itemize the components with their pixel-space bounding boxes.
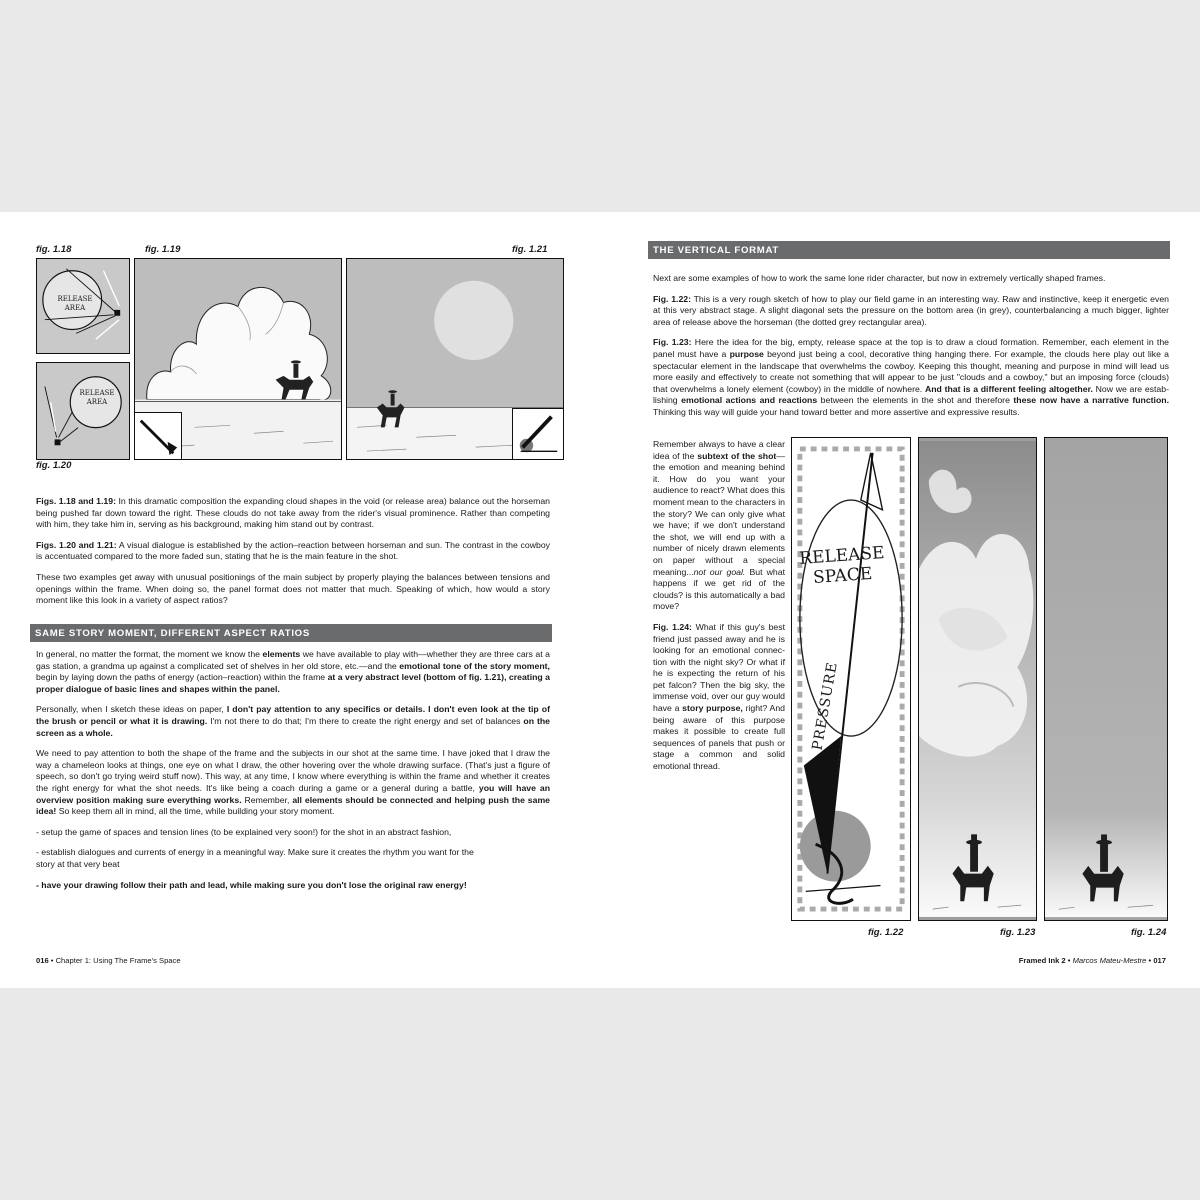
text-run-italic: not our goal. <box>693 566 746 577</box>
release-area-label-b: RELEASE AREA <box>79 389 115 406</box>
text-run: In general, no matter the format, the moment we know the <box>36 649 263 659</box>
fig-label-1-20: fig. 1.20 <box>36 460 72 471</box>
text-run: between the elements in the shot and therefore <box>817 395 1014 406</box>
paragraph-balances: These two examples get away with unusual positionings of the main subject by properly playing the balances between tensions and openings within the frame. When doing so, the panel format does not matter that much. Speaking of which, how would a story moment like this look in a variety of aspect ratios? <box>36 571 550 606</box>
text-run-bold: I don't pay attention to any specifics or details. I don't even look at the tip of the brush or pencil or what it is drawing. <box>36 704 550 726</box>
thumbnail-stroke-b <box>513 409 563 459</box>
figure-1-20-sketch <box>37 363 129 459</box>
paragraph-lead-bold: Figs. 1.18 and 1.19: <box>36 496 116 506</box>
left-footer <box>36 956 181 965</box>
text-run: begin by laying down the paths of energy (action–reaction) within the frame <box>36 672 328 683</box>
text-run: beyond just being a cool, decorative thing hanging there. For example, the clouds here play out like a spectacular element in the landscape that overwhelms the cowboy. Keeping this thought, meaning and purpose in mind will lead us more easily and effectively to create not something that will appear to be just "clouds and a cowboy," but an imposing force (clouds) that overwhelms a lonely element (cowboy) in the middle of nowhere. <box>653 348 1169 394</box>
text-run-bold: - have your drawing follow their path and lead, while making sure you don't lose the original raw energy! <box>36 879 467 890</box>
paragraph-body: A visual dialogue is established by the action–reaction between horseman and sun. The contrast in the cowboy is accentuated compared to the more faded sun, stating that he is the main feature in the shot. <box>36 539 551 562</box>
paragraph-general <box>36 649 550 695</box>
text-run-bold: on the screen as a whole. <box>36 715 551 738</box>
text-run-bold: these now have a narrative function. <box>1013 395 1169 406</box>
release-word: RELEASE <box>798 543 886 569</box>
paragraph-fig-1-22 <box>653 294 1169 329</box>
text-run-bold: purpose <box>729 348 764 359</box>
fig-label-1-24: fig. 1.24 <box>1131 927 1167 938</box>
left-page <box>0 212 600 988</box>
page-number-right: 017 <box>1153 956 1166 965</box>
text-run-bold: subtext of the shot <box>697 450 777 461</box>
list-item-establish: - establish dialogues and currents of energy in a meaningful way. Make sure it creates the rhythm you want for the story at that very beat <box>36 847 474 869</box>
list-item-setup: - setup the game of spaces and tension lines (to be explained very soon!) for the shot in an abstract fashion, <box>36 826 452 837</box>
text-run-bold: at a very abstract level (bottom of fig. 1.21), creating a proper dialogue of basic lines and shapes within the panel. <box>36 672 550 694</box>
figure-1-24 <box>1044 437 1168 921</box>
right-page <box>600 212 1200 988</box>
figure-1-20 <box>36 362 130 460</box>
section-header-vertical-format: THE VERTICAL FORMAT <box>648 241 1170 259</box>
text-run: We need to pay attention to both the shape of the frame and the subjects in our shot at the same time. I have joked that I draw the way a chameleon looks at things, one eye on what I draw, the other hovering over the whole drawing surface. (That's just a figure of speech, so don't go trying weird stuff now). This way, at any time, I know where everything is within the frame and whether it creates the right energy for what the shot needs. It's like being a coach during a game or a general during a battle, <box>36 748 550 793</box>
text-run-bold: Fig. 1.23: <box>653 337 692 348</box>
text-run: Remember always to have a clear idea of the <box>653 439 785 461</box>
paragraph-lead-bold: Fig. 1.22: <box>653 293 692 304</box>
right-footer: Framed Ink 2 • Marcos Mateu-Mestre • 017 <box>1018 956 1166 965</box>
book-title: Framed Ink 2 <box>1018 956 1066 965</box>
figure-1-22-sketch <box>792 438 910 920</box>
right-column-text <box>653 439 785 782</box>
fig-label-1-22: fig. 1.22 <box>868 927 904 938</box>
release-area-label-a: RELEASE AREA <box>57 295 93 312</box>
fig-label-1-23: fig. 1.23 <box>1000 927 1036 938</box>
paragraph-chameleon <box>36 748 550 818</box>
figure-1-19-thumbnail <box>134 412 182 460</box>
text-run: What if this guy's best friend just passed away and he is looking for an emotional connection with the night sky? Or what if he is expecting the return of his pet falcon? Then the big sky, the immense void, over our guy would have a <box>653 621 786 714</box>
figure-1-23-illustration <box>919 438 1036 920</box>
text-run: right? And being aware of this purpose makes it possible to create full sequences of panels that push or stage a common and solid emotional thread. <box>653 703 786 772</box>
right-intro-text <box>653 273 1169 428</box>
list-item-follow <box>36 880 550 892</box>
text-run: Personally, when I sketch these ideas on paper, <box>36 704 227 715</box>
text-run-bold: elements <box>262 649 301 659</box>
text-run-bold: you will have an overview position making sure everything works. <box>36 782 550 805</box>
paragraph-figs-1-20-1-21 <box>36 540 550 563</box>
paragraph-body: This is a very rough sketch of how to play our field game in an interesting way. Raw and instinctive, keep it energetic even at this very abstract stage. A slight diagonal sets the pressure on the bottom area (in grey), counterbalancing a much bigger, lighter area of release above the horseman (the dotted grey rectangular area). <box>653 293 1170 327</box>
paragraph-fig-1-23 <box>653 337 1169 418</box>
paragraph-personally <box>36 704 550 739</box>
text-run: I'm not there to do that; I'm there to create the right energy and set of balances <box>207 715 524 726</box>
figure-1-21-thumbnail <box>512 408 564 460</box>
fig-label-1-18: fig. 1.18 <box>36 244 72 255</box>
text-run: Thinking this way will guide your hand toward better and more assertive and expressive results. <box>653 406 1020 417</box>
chapter-title: • Chapter 1: Using The Frame's Space <box>50 956 181 965</box>
figure-1-19 <box>134 258 342 460</box>
text-run: But what happens if we get rid of the clouds? is this automatically a bad move? <box>653 566 785 612</box>
paragraph-fig-1-24 <box>653 622 785 773</box>
space-word: SPACE <box>812 563 873 589</box>
text-run-bold: all elements should be connected and helping push the same idea! <box>36 794 551 817</box>
paragraph-figs-1-18-1-19 <box>36 496 550 531</box>
figure-1-23 <box>918 437 1037 921</box>
fig-label-1-19: fig. 1.19 <box>145 244 181 255</box>
section-header-aspect-ratios: SAME STORY MOMENT, DIFFERENT ASPECT RATIOS <box>30 624 552 642</box>
text-run: we have available to play with—whether they are three cars at a gas station, a grandma up against a complicated set of shelves in her old store, etc.—and the <box>36 649 550 671</box>
text-run: Here the idea for the big, empty, release space at the top is to draw a cloud formation. Remember, each element in the panel must have a <box>653 337 1169 359</box>
left-intro-text <box>36 496 550 616</box>
text-run: Remember, <box>241 794 293 805</box>
page-number-left: 016 <box>36 956 49 965</box>
thumbnail-stroke-a <box>135 413 181 459</box>
text-run-bold: Fig. 1.24: <box>653 621 692 632</box>
release-space-label <box>799 543 886 589</box>
fig-label-1-21: fig. 1.21 <box>512 244 548 255</box>
figure-1-18 <box>36 258 130 354</box>
figure-1-22 <box>791 437 911 921</box>
text-run-bold: emotional tone of the story moment, <box>399 660 550 671</box>
text-run: —the emotion and meaning behind it. How do you want your audience to react? What does this moment mean to the characters in the story? We can only give what we have; if we don't understand the shot, we will end up with a number of nicely drawn elements on paper without a special meaning... <box>653 450 785 577</box>
author-name: Marcos Mateu-Mestre <box>1072 956 1147 965</box>
figure-1-24-illustration <box>1045 438 1167 920</box>
text-run: Now we are establishing <box>653 383 1170 406</box>
text-run-bold: And that is a different feeling altogether. <box>924 383 1093 394</box>
paragraph-body: In this dramatic composition the expanding cloud shapes in the void (or release area) balance out the horseman being pushed far down toward the right. These clouds do not take away from the rider's visual prominence. Rather than competing with him, they take him in, serving as his background, making him stand out by contrast. <box>36 496 551 530</box>
text-run-bold: story purpose, <box>682 703 743 714</box>
text-run: So keep them all in mind, all the time, while building your story moment. <box>56 806 335 817</box>
paragraph-intro: Next are some examples of how to work the same lone rider character, but now in extremely vertically shaped frames. <box>653 273 1106 283</box>
paragraph-lead-bold: Figs. 1.20 and 1.21: <box>36 539 117 550</box>
figure-1-21 <box>346 258 564 460</box>
book-spread <box>0 212 1200 988</box>
left-body-text <box>36 649 550 900</box>
text-run-bold: emotional actions and reactions <box>681 395 818 406</box>
pressure-label: PRESSURE <box>809 660 841 752</box>
paragraph-subtext <box>653 439 785 613</box>
